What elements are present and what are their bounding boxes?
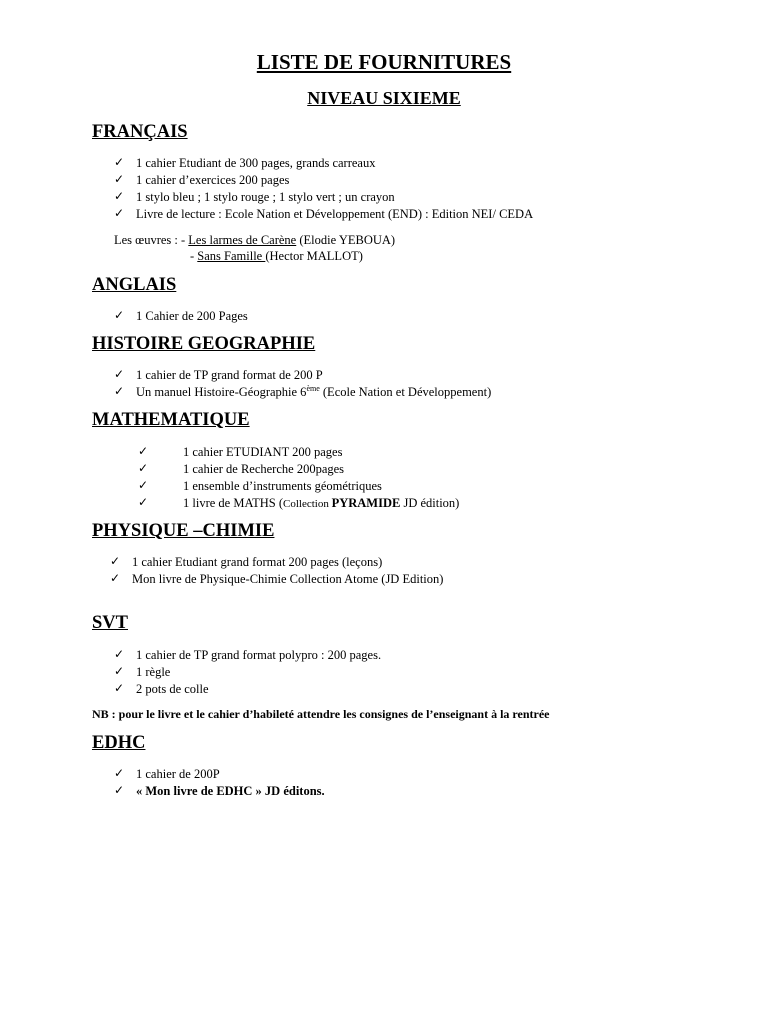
item-text: 1 livre de MATHS (: [183, 496, 283, 510]
list-item: 1 ensemble d’instruments géométriques: [183, 479, 382, 493]
list-item: 1 cahier de TP grand format de 200 P: [136, 368, 323, 382]
checkmark-icon: ✓: [114, 384, 125, 398]
section-heading-mathematique: MATHEMATIQUE: [92, 410, 250, 430]
checkmark-icon: ✓: [114, 681, 125, 695]
checkmark-icon: ✓: [114, 308, 125, 322]
item-text-bold: PYRAMIDE: [331, 496, 401, 510]
checkmark-icon: ✓: [114, 172, 125, 186]
item-text: Collection: [283, 498, 332, 510]
checkmark-icon: ✓: [114, 189, 125, 203]
section-heading-svt: SVT: [92, 613, 128, 633]
section-heading-anglais: ANGLAIS: [92, 275, 177, 295]
list-item: 1 Cahier de 200 Pages: [136, 309, 248, 323]
checkmark-icon: ✓: [138, 444, 149, 458]
checkmark-icon: ✓: [114, 206, 125, 220]
document-subtitle: NIVEAU SIXIEME: [307, 88, 461, 108]
list-item: Livre de lecture : Ecole Nation et Développement (END) : Edition NEI/ CEDA: [136, 207, 534, 221]
note: NB : pour le livre et le cahier d’habileté attendre les consignes de l’enseignant à la rentrée: [92, 707, 550, 721]
section-heading-edhc: EDHC: [92, 733, 146, 753]
list-item: 1 stylo bleu ; 1 stylo rouge ; 1 stylo vert ; un crayon: [136, 190, 395, 204]
list-item: 2 pots de colle: [136, 682, 209, 696]
list-item: 1 cahier ETUDIANT 200 pages: [183, 445, 343, 459]
checkmark-icon: ✓: [114, 766, 125, 780]
checkmark-icon: ✓: [114, 647, 125, 661]
oeuvre-author: (Hector MALLOT): [265, 249, 363, 263]
checkmark-icon: ✓: [138, 461, 149, 475]
list-item: Mon livre de Physique-Chimie Collection Atome (JD Edition): [132, 572, 444, 586]
checkmark-icon: ✓: [114, 367, 125, 381]
section-heading-histoire-geographie: HISTOIRE GEOGRAPHIE: [92, 334, 316, 354]
list-item: 1 cahier de 200P: [136, 767, 220, 781]
checkmark-icon: ✓: [114, 664, 125, 678]
oeuvres-prefix: Les œuvres : -: [114, 233, 189, 247]
list-item: 1 cahier Etudiant grand format 200 pages (leçons): [132, 555, 383, 569]
item-text: JD édition): [400, 496, 460, 510]
oeuvres-line-2: [190, 248, 363, 264]
list-item: [183, 495, 459, 512]
item-text: Un manuel Histoire-Géographie 6: [136, 385, 307, 399]
checkmark-icon: ✓: [114, 155, 125, 169]
checkmark-icon: ✓: [110, 571, 121, 585]
checkmark-icon: ✓: [110, 554, 121, 568]
list-item: 1 cahier de TP grand format polypro : 200 pages.: [136, 648, 382, 662]
oeuvres-prefix: -: [190, 249, 198, 263]
list-item: 1 cahier d’exercices 200 pages: [136, 173, 290, 187]
checkmark-icon: ✓: [138, 495, 149, 509]
oeuvre-title: Les larmes de Carène: [188, 233, 297, 247]
section-heading-francais: FRANÇAIS: [92, 122, 188, 142]
oeuvre-author: (Elodie YEBOUA): [296, 233, 396, 247]
superscript: ème: [306, 383, 320, 393]
section-heading-physique-chimie: PHYSIQUE –CHIMIE: [92, 521, 275, 541]
document-title: LISTE DE FOURNITURES: [256, 50, 512, 74]
checkmark-icon: ✓: [114, 783, 125, 797]
item-text: (Ecole Nation et Développement): [319, 385, 492, 399]
checkmark-icon: ✓: [138, 478, 149, 492]
list-item: [136, 384, 491, 400]
oeuvres-line-1: [114, 232, 395, 248]
list-item: 1 cahier Etudiant de 300 pages, grands carreaux: [136, 156, 376, 170]
list-item: « Mon livre de EDHC » JD éditons.: [136, 784, 325, 798]
oeuvre-title: Sans Famille: [197, 249, 266, 263]
list-item: 1 règle: [136, 665, 171, 679]
list-item: 1 cahier de Recherche 200pages: [183, 462, 345, 476]
